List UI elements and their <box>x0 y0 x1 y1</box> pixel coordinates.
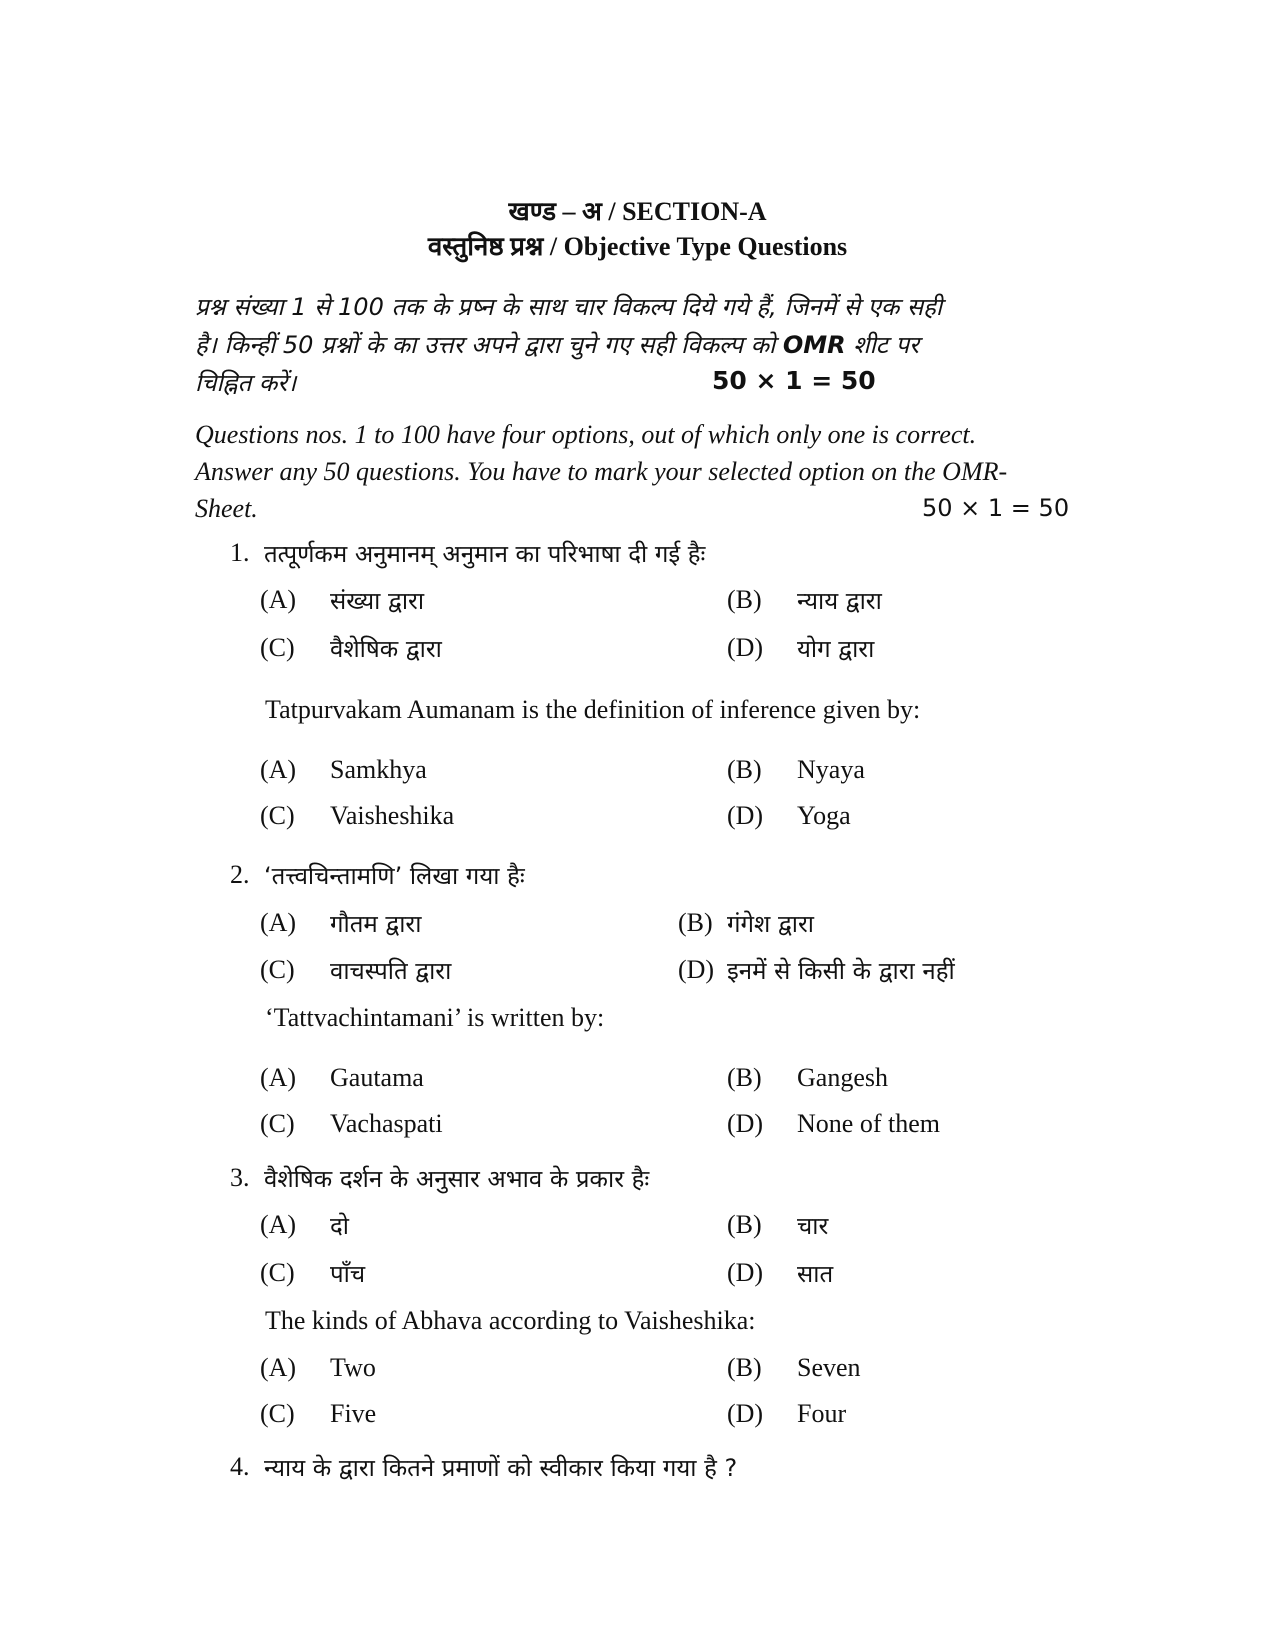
section-heading: खण्ड – अ / SECTION-A <box>508 197 767 226</box>
option-c-english: Vachaspati <box>330 1109 443 1138</box>
question-text-hindi: तत्पूर्णकम अनुमानम् अनुमान का परिभाषा दी गई हैः <box>264 540 706 568</box>
option-label-a: (A) <box>260 1063 297 1092</box>
question-number: 3. <box>230 1163 250 1192</box>
option-c-english: Vaisheshika <box>330 801 455 830</box>
option-d-english: Four <box>797 1399 847 1428</box>
omr-label: OMR <box>782 331 846 359</box>
option-label-a: (A) <box>260 755 297 784</box>
option-a-english: Gautama <box>330 1063 424 1092</box>
option-label-b: (B) <box>727 1063 762 1092</box>
option-b-english: Nyaya <box>797 755 865 784</box>
option-d-english: Yoga <box>797 801 851 830</box>
option-label-d: (D) <box>727 1399 764 1428</box>
option-label-c: (C) <box>260 801 295 830</box>
question-number: 1. <box>230 538 250 567</box>
section-subtitle: वस्तुनिष्ठ प्रश्न / Objective Type Questions <box>427 232 848 261</box>
option-label-a: (A) <box>260 908 297 937</box>
option-label-c: (C) <box>260 1258 295 1287</box>
option-a-english: Samkhya <box>330 755 427 784</box>
english-instruction-line-2: Answer any 50 questions. You have to mark your selected option on the OMR- <box>195 457 1008 486</box>
option-c-english: Five <box>330 1399 377 1428</box>
hindi-instruction-line-3: चिह्नित करें। <box>195 369 297 397</box>
option-d-hindi: योग द्वारा <box>797 635 875 663</box>
question-text-english: Tatpurvakam Aumanam is the definition of inference given by: <box>265 695 921 724</box>
question-number: 2. <box>230 860 250 889</box>
question-text-hindi: न्याय के द्वारा कितने प्रमाणों को स्वीकार किया गया है ? <box>264 1454 738 1482</box>
option-label-a: (A) <box>260 1210 297 1239</box>
hindi-instruction-line-2 <box>195 328 1075 361</box>
hindi-marks: 50 × 1 = 50 <box>712 366 876 395</box>
option-label-b: (B) <box>727 1353 762 1382</box>
option-label-d: (D) <box>727 633 764 662</box>
option-b-english: Gangesh <box>797 1063 888 1092</box>
option-d-hindi: सात <box>797 1260 834 1288</box>
option-c-hindi: वैशेषिक द्वारा <box>330 635 442 663</box>
question-text-english: The kinds of Abhava according to Vaisheshika: <box>265 1306 756 1335</box>
option-a-hindi: दो <box>330 1212 349 1240</box>
option-b-hindi: गंगेश द्वारा <box>727 910 815 938</box>
question-text-hindi: ‘तत्त्वचिन्तामणि’ लिखा गया हैः <box>264 862 525 890</box>
option-b-hindi: न्याय द्वारा <box>797 587 882 615</box>
option-a-english: Two <box>330 1353 376 1382</box>
question-number: 4. <box>230 1452 250 1481</box>
option-label-c: (C) <box>260 633 295 662</box>
option-label-a: (A) <box>260 1353 297 1382</box>
option-label-c: (C) <box>260 1399 295 1428</box>
option-b-hindi: चार <box>797 1212 829 1240</box>
option-label-a: (A) <box>260 585 297 614</box>
hindi-instruction-line-2-end: शीट पर <box>845 331 919 359</box>
option-b-english: Seven <box>797 1353 861 1382</box>
option-label-d: (D) <box>678 955 715 984</box>
english-instruction-line-1: Questions nos. 1 to 100 have four options, out of which only one is correct. <box>195 420 977 449</box>
option-a-hindi: संख्या द्वारा <box>330 587 425 615</box>
english-marks: 50 × 1 = 50 <box>922 494 1070 522</box>
option-c-hindi: वाचस्पति द्वारा <box>330 957 452 985</box>
option-d-hindi: इनमें से किसी के द्वारा नहीं <box>727 957 955 985</box>
option-d-english: None of them <box>797 1109 940 1138</box>
option-label-d: (D) <box>727 1258 764 1287</box>
option-a-hindi: गौतम द्वारा <box>330 910 422 938</box>
hindi-instruction-line-2-text: है। किन्हीं 50 प्रश्नों के का उत्तर अपने द्वारा चुने गए सही विकल्प को <box>195 331 783 359</box>
question-text-hindi: वैशेषिक दर्शन के अनुसार अभाव के प्रकार हैः <box>264 1165 650 1193</box>
english-instruction-line-3: Sheet. <box>195 494 258 523</box>
option-c-hindi: पाँच <box>330 1260 366 1288</box>
option-label-b: (B) <box>727 585 762 614</box>
option-label-c: (C) <box>260 1109 295 1138</box>
option-label-b: (B) <box>678 908 713 937</box>
option-label-d: (D) <box>727 1109 764 1138</box>
option-label-d: (D) <box>727 801 764 830</box>
option-label-b: (B) <box>727 1210 762 1239</box>
hindi-instruction-line-1: प्रश्न संख्या 1 से 100 तक के प्रष्न के साथ चार विकल्प दिये गये हैं, जिनमें से एक सही <box>195 293 943 321</box>
option-label-b: (B) <box>727 755 762 784</box>
option-label-c: (C) <box>260 955 295 984</box>
question-text-english: ‘Tattvachintamani’ is written by: <box>265 1003 605 1032</box>
